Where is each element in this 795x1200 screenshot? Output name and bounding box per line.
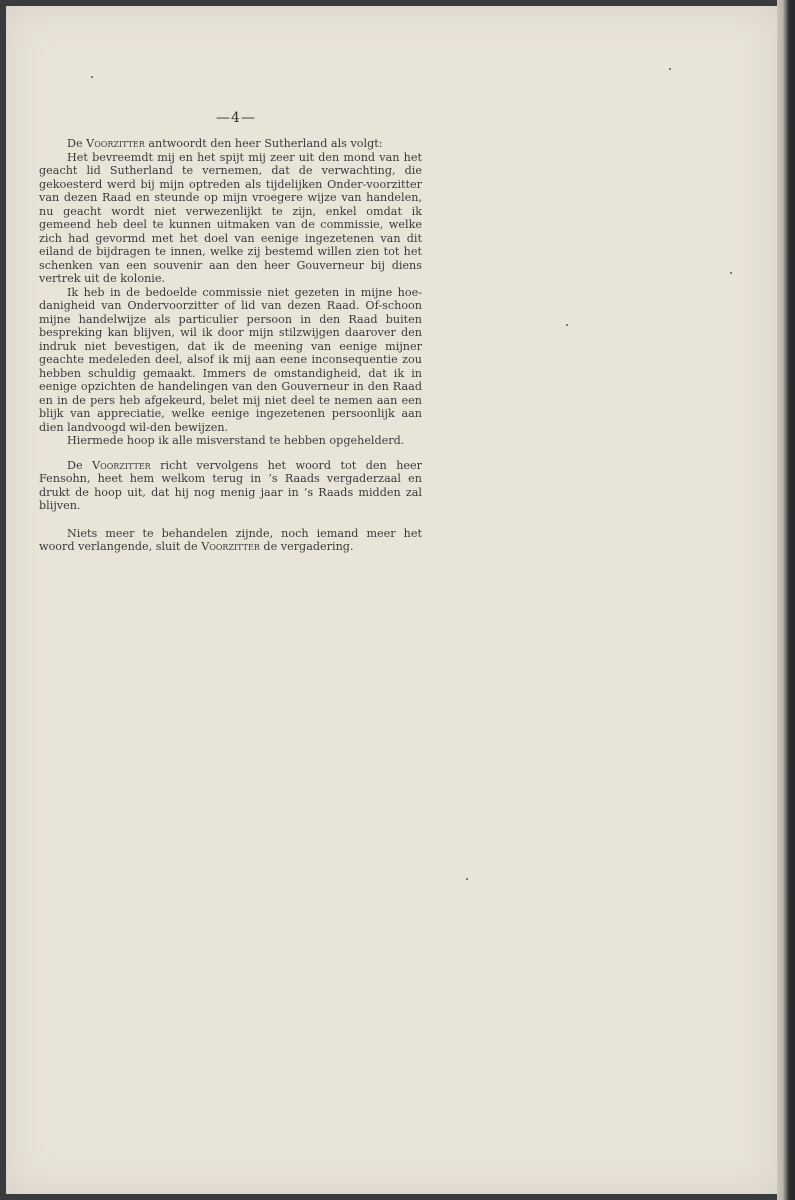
- speaker-role: Voorzitter: [86, 137, 145, 150]
- paragraph-chair-reply-intro: [39, 137, 422, 151]
- scan-edge: [777, 0, 795, 1200]
- speaker-role: Voorzitter: [92, 458, 151, 472]
- paragraph-welcome-fensohn: [39, 459, 422, 513]
- paper-speck: [730, 272, 732, 274]
- body-text: [39, 137, 422, 554]
- document-page: [6, 6, 777, 1194]
- paper-speck: [466, 878, 468, 880]
- paper-speck: [566, 324, 568, 326]
- paragraph-meeting-closed: [39, 527, 422, 554]
- paper-speck: [669, 68, 671, 70]
- speaker-role: Voorzitter: [201, 540, 260, 553]
- speaker-prefix: De: [67, 458, 93, 472]
- paragraph-text: richt vervolgens het woord tot den heer Fensohn, heet hem welkom terug in ’s Raads vergaderzaal en drukt de hoop uit, dat hij nog menig jaar in ’s Raads midden zal blijven.: [39, 458, 422, 512]
- speaker-prefix: De: [67, 137, 87, 150]
- paragraph-text: antwoordt den heer Sutherland als volgt:: [144, 137, 383, 150]
- paragraph-chair-statement: Het bevreemdt mij en het spijt mij zeer uit den mond van het geacht lid Sutherland te vernemen, dat de verwachting, die gekoesterd werd bij mijn optreden als tijdelijken Onder-voorzitter van dezen Raad en steunde op mijn vroegere wijze van handelen, nu geacht wordt niet verwezenlijkt te zijn, enkel omdat ik gemeend heb deel te kunnen uitmaken van de commissie, welke zich had gevormd met het doel van eenige ingezetenen van dit eiland de bijdragen te innen, welke zij bestemd willen zien tot het schenken van een souvenir aan den heer Gouverneur bij diens vertrek uit de kolonie.: [39, 150, 422, 285]
- page-number: —4—: [216, 110, 256, 126]
- paragraph-commission: Ik heb in de bedoelde commissie niet gezeten in mijne hoe-danigheid van Ondervoorzitter of lid van dezen Raad. Of-schoon mijne handelwijze als particulier persoon in den Raad buiten bespreking kan blijven, wil ik door mijn stilzwijgen daarover den indruk niet bevestigen, dat ik de meening van eenige mijner geachte medeleden deel, alsof ik mij aan eene inconsequentie zou hebben schuldig gemaakt. Immers de omstandigheid, dat ik in eenige opzichten de handelingen van den Gouverneur in den Raad en in de pers heb afgekeurd, belet mij niet deel te nemen aan een blijk van appreciatie, welke eenige ingezetenen persoonlijk aan dien landvoogd wil-den bewijzen.: [39, 285, 422, 434]
- paper-speck: [91, 76, 93, 78]
- paragraph-text: de vergadering.: [259, 540, 354, 553]
- paragraph-closing-remark: Hiermede hoop ik alle misverstand te hebben opgehelderd.: [67, 434, 405, 447]
- paragraph-text: Niets meer te behandelen zijnde, noch iemand meer het woord verlangende, sluit de: [39, 526, 422, 553]
